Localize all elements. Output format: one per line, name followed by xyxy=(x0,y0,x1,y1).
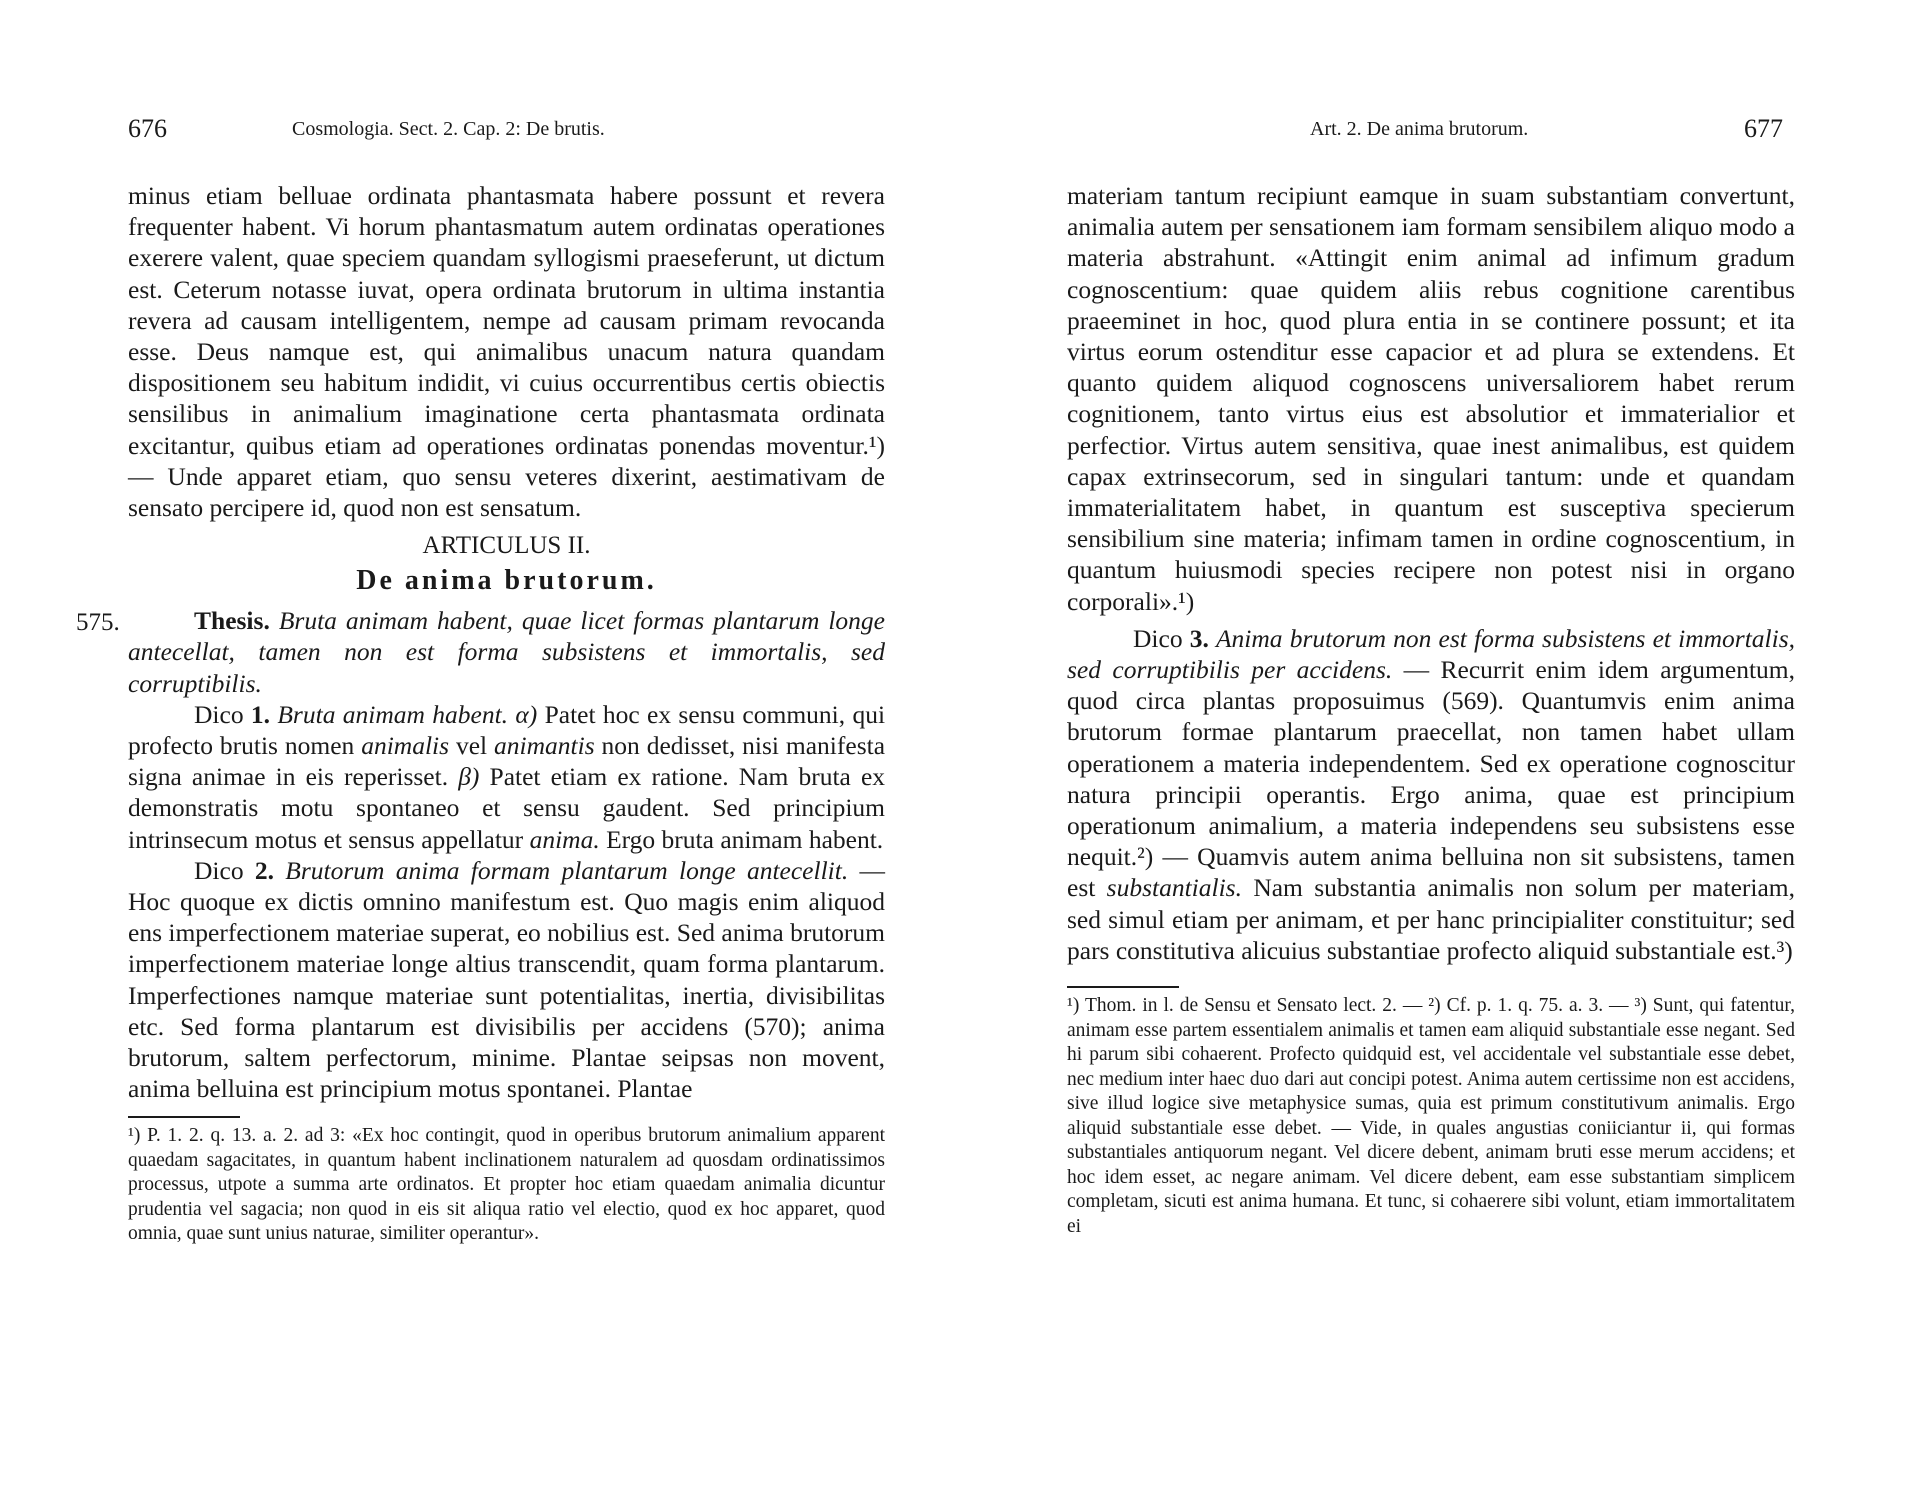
left-paragraph-top: minus etiam belluae ordinata phantasmata habere possunt et revera frequenter habent. Vi horum phantasmatum autem ordinatas operationes exerere valent, quae speciem quandam syllogismi praeseferunt, ut dictum est. Ceterum notasse iuvat, opera ordinata brutorum in ultima instantia revera ad causam intelligentem, nempe ad causam primam revocanda esse. Deus namque est, qui animalibus unacum natura quandam dispositionem seu habitum indidit, vi cuius occurrentibus certis obiectis sensilibus in animalium imaginatione certa phantasmata ordinata excitantur, quibus etiam ad operationes ordinatas ponendas moventur.¹) — Unde apparet etiam, quo sensu veteres dixerint, aestimativam de sensato percipere id, quod non est sensatum. xyxy=(128,181,885,523)
footnote-rule xyxy=(128,1116,240,1118)
dico-2-text: — Hoc quoque ex dictis omnino manifestum est. Quo magis enim aliquod ens imperfectionem materiae superat, eo nobilius est. Sed anima brutorum imperfectionem materiae longe altius transcendit, quam forma plantarum. Imperfectiones namque materiae sunt potentialitas, inertia, divisibilitas etc. Sed forma plantarum est divisibilis per accidens (570); anima brutorum, saltem perfectorum, minime. Plantae seipsas non movent, anima belluina est principium motus spontanei. Plantae xyxy=(128,855,885,1104)
dico-3-label: Dico xyxy=(1133,623,1183,653)
dico-1-alpha-text: Patet hoc ex sensu communi, qui profecto brutis nomen xyxy=(128,699,886,761)
right-footnote xyxy=(1067,994,1795,1239)
right-page-number: 677 xyxy=(1744,114,1783,143)
thesis-block xyxy=(76,605,886,699)
dico-1-beta-text: Patet etiam ex ratione. Nam bruta ex demonstratis motu spontaneo et sensu gaudent. Sed principium intrinsecum motus et sensus appellatur xyxy=(128,762,886,854)
dico-3-number: 3. xyxy=(1189,623,1209,653)
dico-3-paragraph xyxy=(1067,623,1795,966)
left-footnote-text: ¹) P. 1. 2. q. 13. a. 2. ad 3: «Ex hoc contingit, quod in operibus brutorum animalium apparent quaedam sagacitates, in quantum habent inclinationem naturalem ad quosdam ordinatissimos processus, utpote a summa arte ordinatos. Et propter hoc etiam quaedam animalia dicuntur prudentia vel sagacia; non quod in eis sit aliqua ratio vel electio, quod ex hoc apparet, quod omnia, quae sunt unius naturae, similiter operantur». xyxy=(128,1125,885,1245)
word-anima: anima. xyxy=(529,824,600,854)
thesis-paragraph xyxy=(128,605,885,699)
dico-1-alpha-text-2: non dedisset, nisi manifesta signa animae in eis reperisset. xyxy=(128,731,886,792)
left-page-number: 676 xyxy=(128,114,167,143)
word-substantialis: substantialis. xyxy=(1106,873,1242,903)
right-body-text xyxy=(1067,180,1795,1239)
dico-1-label: Dico xyxy=(194,699,244,729)
articulus-title: De anima brutorum. xyxy=(356,565,657,597)
dico-2-claim: Brutorum anima formam plantarum longe antecellit. xyxy=(285,855,849,885)
articulus-heading: ARTICULUS II. xyxy=(422,532,591,560)
dico-1-paragraph xyxy=(128,699,885,855)
word-animalis: animalis xyxy=(361,731,450,761)
dico-3-text-2: Nam substantia animalis non solum per materiam, sed simul etiam per animam, et per hanc principialiter constituitur; sed pars constitutiva alicuius substantiae profecto aliquid substantiale est.³) xyxy=(1067,873,1796,965)
left-body-text xyxy=(76,180,886,1247)
marginal-number: 575. xyxy=(76,609,120,637)
thesis-label: Thesis. xyxy=(194,606,270,636)
dico-2-number: 2. xyxy=(254,855,274,885)
dico-1-alpha-mark: α) xyxy=(515,699,538,729)
dico-3-text: — Recurrit enim idem argumentum, quod circa plantas proposuimus (569). Quantumvis enim anima brutorum formae plantarum praecellat, non tamen habet ullam operationem a materia independentem. Sed ex operatione cognoscitur natura principii operantis. Ergo anima, quae est principium operationum animalium, a materia independens seu subsistens esse nequit.²) — Quamvis autem anima belluina non sit subsistens, tamen est xyxy=(1067,655,1795,903)
right-page xyxy=(955,0,1910,1500)
dico-1-number: 1. xyxy=(250,699,271,729)
dico-2-paragraph xyxy=(128,855,885,1105)
footnote-rule xyxy=(1067,986,1179,988)
left-footnote xyxy=(128,1124,885,1247)
dico-1-beta-mark: β) xyxy=(458,762,480,792)
thesis-text: Bruta animam habent, quae licet formas plantarum longe antecellat, tamen non est forma subsistens et immortalis, sed corruptibilis. xyxy=(128,606,886,698)
right-running-head: Art. 2. De anima brutorum. xyxy=(1310,118,1529,140)
word-vel: vel xyxy=(455,731,488,761)
left-running-head: Cosmologia. Sect. 2. Cap. 2: De brutis. xyxy=(292,118,605,140)
dico-3-claim: Anima brutorum non est forma subsistens et immortalis, sed corruptibilis per accidens. xyxy=(1067,623,1796,685)
right-paragraph-top: materiam tantum recipiunt eamque in suam substantiam convertunt, animalia autem per sensationem iam formam sensibilem aliquo modo a materia abstrahunt. «Attingit enim animal ad infimum gradum cognoscentium: quae quidem aliis rebus cognitione carentibus praeeminet in hoc, quod plura entia in se continere possunt; et ita virtus eorum ostenditur esse capacior et ad plura se extendens. Et quanto quidem aliquod cognoscens universaliorem habet rerum cognitionem, tanto virtus eius est absolutior et immaterialior et perfectior. Virtus autem sensitiva, quae inest animalibus, est quidem capax extrinsecorum, sed in singulari tantum: unde et quandam immaterialitatem habet, in quantum est susceptiva specierum sensibilium sine materia; infimam tamen in ordine cognoscentium, in quantum huiusmodi species recipere non potest nisi in organo corporali».¹) xyxy=(1067,181,1795,616)
dico-1-claim: Bruta animam habent. xyxy=(277,699,509,729)
dico-1-beta-text-2: Ergo bruta animam habent. xyxy=(606,824,884,854)
dico-2-label: Dico xyxy=(194,855,244,885)
word-animantis: animantis xyxy=(494,731,595,761)
right-footnote-text: ¹) Thom. in l. de Sensu et Sensato lect. 2. — ²) Cf. p. 1. q. 75. a. 3. — ³) Sunt, qui fatentur, animam esse partem essentialem animalis et tamen eam aliquid substantiale esse negant. Sed hi parum sibi cohaerent. Profecto quidquid est, vel accidentale vel substantiale esse debet, nec medium inter haec duo dari aut concipi potest. Anima autem certissime non est accidens, sive illud logice sive metaphysice sumas, quia est primum constitutivum animalis. Ergo aliquid substantiale esse debet. — Vide, in quales angustias coniiciantur ii, qui formas substantiales antiquorum negant. Vel dicere debent, animam bruti esse merum accidens; et hoc idem esset, ac negare animam. Vel dicere debent, eam esse substantiam simplicem completam, sicuti est anima humana. Et tunc, si cohaerere sibi volunt, etiam immortalitatem ei xyxy=(1067,995,1795,1237)
